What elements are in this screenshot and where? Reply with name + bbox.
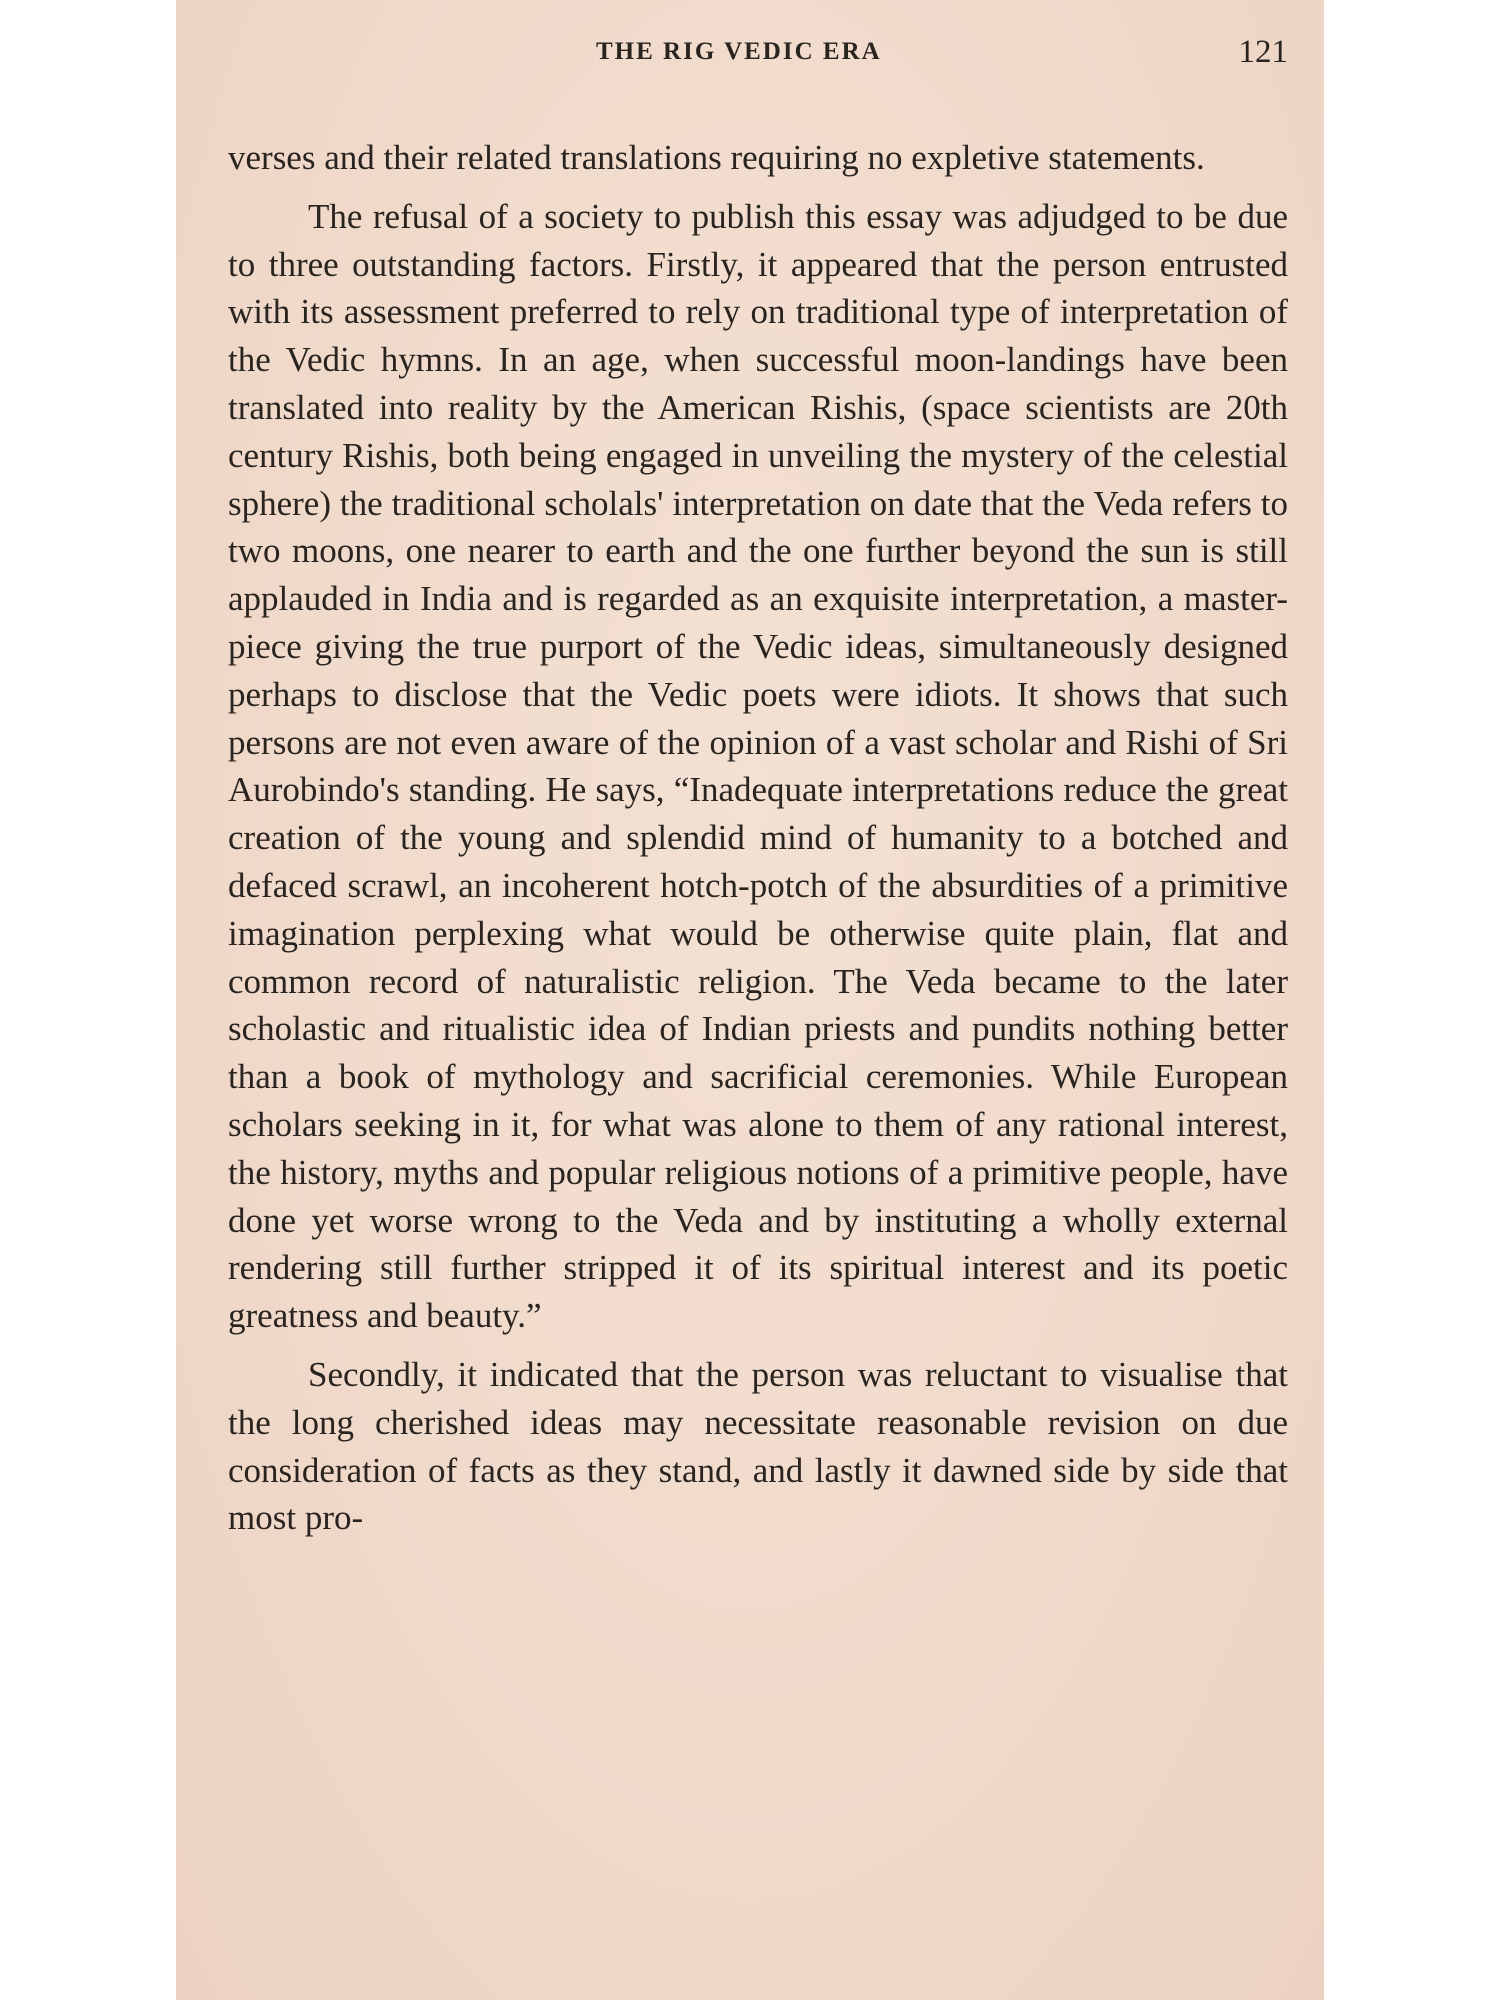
body-text (228, 134, 1288, 1542)
running-head: THE RIG VEDIC ERA (596, 38, 882, 65)
paragraph-continued: verses and their related translations requiring no expletive statements. (228, 138, 1205, 177)
page-header (176, 34, 1324, 84)
book-page (176, 0, 1324, 2000)
paragraph-secondly: Secondly, it indicated that the person was reluctant to visualise that the long cherished ideas may necessitate reasonable revision on due consideration of facts as they stand, and lastly it dawned side by side that most pro- (228, 1354, 1288, 1538)
page-number: 121 (1238, 34, 1288, 70)
paragraph-refusal: The refusal of a society to publish this essay was adjudged to be due to three outstanding factors. Firstly, it appeared that the person entrusted with its assessment preferred to rely on traditional type of interpretation of the Vedic hymns. In an age, when successful moon-landings have been translated into reality by the American Rishis, (space scientists are 20th century Rishis, both being engaged in unveiling the mystery of the celestial sphere) the traditional scholals' interpretation on date that the Veda refers to two moons, one nearer to earth and the one further beyond the sun is still applauded in India and is regarded as an exquisite interpretation, a master-piece giving the true purport of the Vedic ideas, simultaneously designed perhaps to disclose that the Vedic poets were idiots. It shows that such persons are not even aware of the opinion of a vast scholar and Rishi of Sri Aurobindo's standing. He says, “Inadequate interpretations reduce the great creation of the young and splendid mind of humanity to a botched and defaced scrawl, an incoherent hotch-potch of the absurdities of a primitive imagination perplexing what would be otherwise quite plain, flat and common record of naturalistic religion. The Veda became to the later scholastic and ritualistic idea of Indian priests and pundits nothing better than a book of mythology and sacrificial ceremonies. While European scholars seeking in it, for what was alone to them of any rational interest, the history, myths and popular religious notions of a primitive people, have done yet worse wrong to the Veda and by instituting a wholly external rendering still further stripped it of its spiritual interest and its poetic greatness and beauty.” (228, 196, 1288, 1336)
